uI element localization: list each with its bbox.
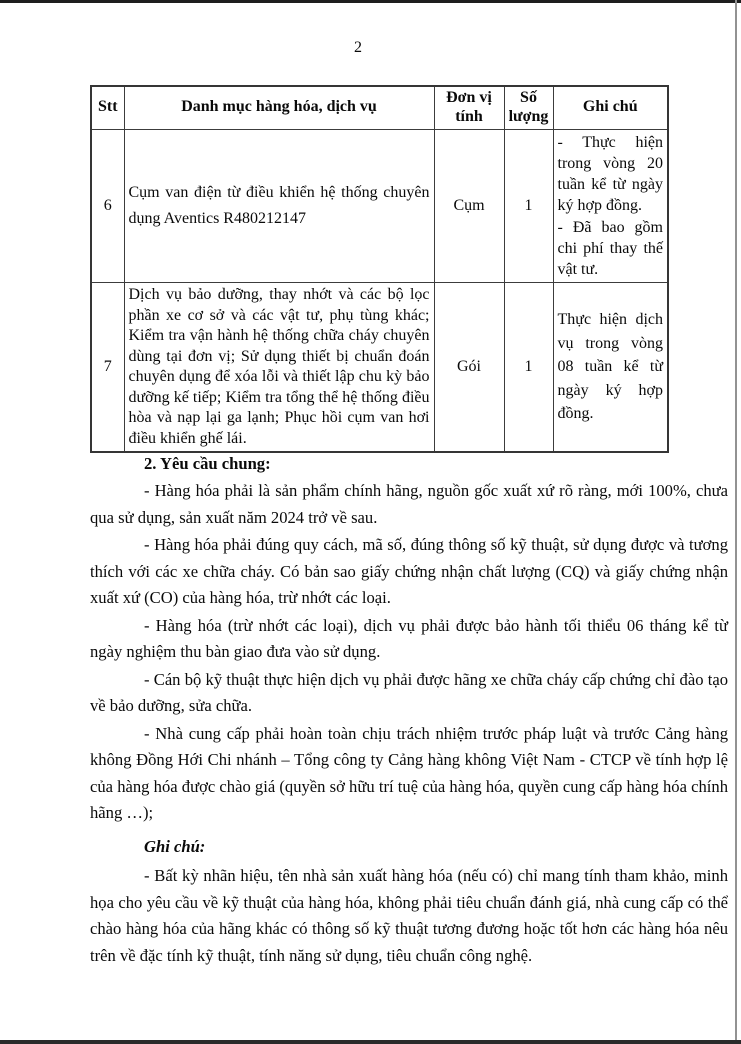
- table-header-row: [91, 86, 668, 129]
- goods-services-table: [90, 85, 669, 453]
- requirement-paragraph: - Hàng hóa phải là sản phẩm chính hãng, nguồn gốc xuất xứ rõ ràng, mới 100%, chưa qua sử dụng, sản xuất năm 2024 trở về sau.: [90, 481, 728, 527]
- requirement-paragraph: - Cán bộ kỹ thuật thực hiện dịch vụ phải được hãng xe chữa cháy cấp chứng chỉ đào tạo về bảo dưỡng, sửa chữa.: [90, 669, 728, 715]
- table-row: [91, 283, 668, 453]
- row7-category: Dịch vụ bảo dưỡng, thay nhớt và các bộ lọc phần xe cơ sở và các vật tư, phụ tùng khác; Kiểm tra vận hành hệ thống chữa cháy chuyên dùng tại đơn vị; Sử dụng thiết bị chuẩn đoán chuyên dụng để xóa lỗi và thiết lập chu kỳ bảo dưỡng kế tiếp; Kiểm tra tổng thể hệ thống điều hòa và nạp lại ga lạnh; Phục hồi cụm van hơi điều khiển ghế lái.: [124, 283, 434, 453]
- row6-unit: Cụm: [434, 129, 504, 282]
- row6-quantity: 1: [504, 129, 553, 282]
- page-number: 2: [354, 39, 362, 56]
- row7-unit: Gói: [434, 283, 504, 453]
- header-category: Danh mục hàng hóa, dịch vụ: [124, 86, 434, 129]
- header-unit: Đơn vị tính: [434, 86, 504, 129]
- header-stt: Stt: [91, 86, 124, 129]
- requirement-paragraph: - Hàng hóa phải đúng quy cách, mã số, đúng thông số kỹ thuật, sử dụng được và tương thích với các xe chữa cháy. Có bản sao giấy chứng nhận chất lượng (CQ) và giấy chứng nhận xuất xứ (CO) của hàng hóa, trừ nhớt các loại.: [90, 535, 728, 607]
- section-heading: 2. Yêu cầu chung:: [144, 454, 271, 473]
- page-top-edge: [0, 0, 741, 3]
- row6-note-line: - Thực hiện trong vòng 20 tuần kể từ ngày ký hợp đồng.: [557, 133, 663, 215]
- row6-note-line: - Đã bao gồm chi phí thay thế vật tư.: [557, 218, 663, 278]
- row7-note: [553, 283, 668, 453]
- note-paragraph: - Bất kỳ nhãn hiệu, tên nhà sản xuất hàng hóa (nếu có) chỉ mang tính tham khảo, minh họa cho yêu cầu về kỹ thuật của hàng hóa, không phải tiêu chuẩn đánh giá, nhà cung cấp có thể chào hàng hóa của hãng khác có thông số kỹ thuật tương đương hoặc tốt hơn các hàng hóa nêu trên về đặc tính kỹ thuật, tính năng sử dụng, tiêu chuẩn công nghệ.: [90, 866, 728, 965]
- row6-category: Cụm van điện từ điều khiển hệ thống chuyên dụng Aventics R480212147: [124, 129, 434, 282]
- requirements-section: [90, 449, 728, 969]
- row6-stt: 6: [91, 129, 124, 282]
- row7-note-line: Thực hiện dịch vụ trong vòng 08 tuần kể từ ngày ký hợp đồng.: [557, 311, 663, 423]
- row6-note: [553, 129, 668, 282]
- page-bottom-edge: [0, 1040, 741, 1044]
- row7-stt: 7: [91, 283, 124, 453]
- requirement-paragraph: - Nhà cung cấp phải hoàn toàn chịu trách nhiệm trước pháp luật và trước Cảng hàng không Đồng Hới Chi nhánh – Tổng công ty Cảng hàng không Việt Nam - CTCP về tính hợp lệ của hàng hóa được chào giá (quyền sở hữu trí tuệ của hàng hóa, quyền cung cấp hàng hóa chính hãng …);: [90, 723, 728, 822]
- table-row: [91, 129, 668, 282]
- requirement-paragraph: - Hàng hóa (trừ nhớt các loại), dịch vụ phải được bảo hành tối thiểu 06 tháng kể từ ngày nghiệm thu bàn giao đưa vào sử dụng.: [90, 615, 728, 661]
- header-note: Ghi chú: [553, 86, 668, 129]
- row7-quantity: 1: [504, 283, 553, 453]
- header-quantity: Số lượng: [504, 86, 553, 129]
- page-right-edge: [735, 0, 737, 1044]
- note-heading: Ghi chú:: [144, 836, 206, 856]
